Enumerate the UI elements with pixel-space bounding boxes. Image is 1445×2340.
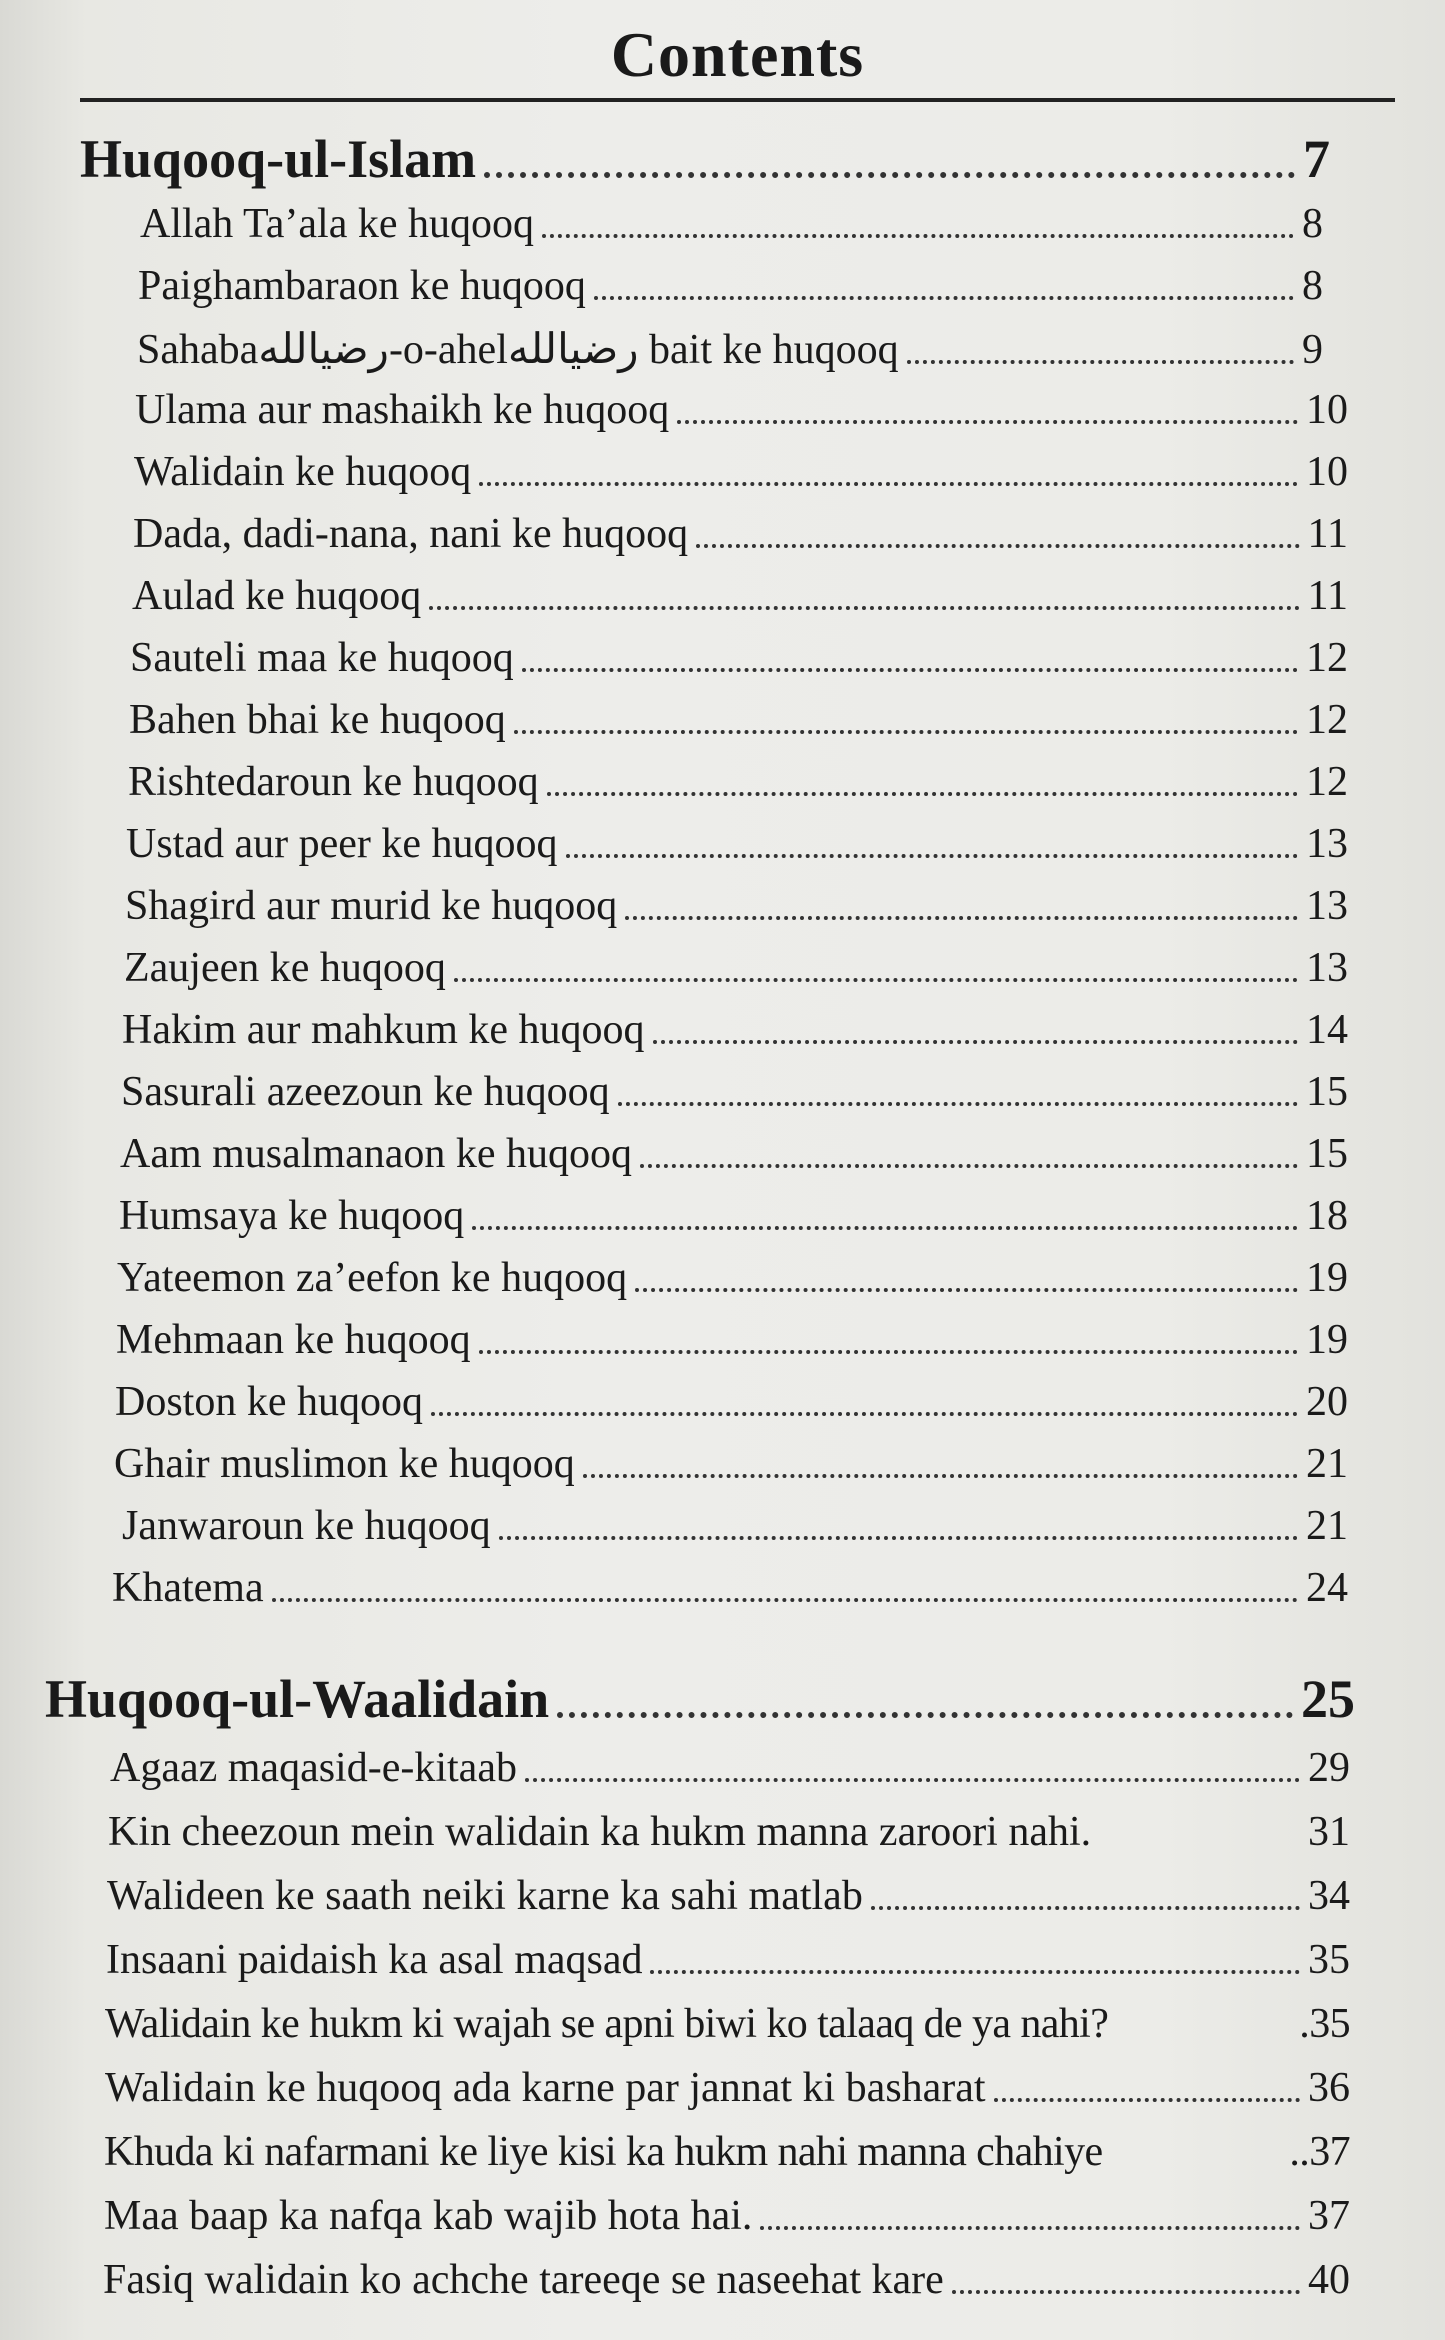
toc-entry-label: Aam musalmanaon ke huqooq bbox=[120, 1131, 633, 1177]
dot-leader bbox=[594, 296, 1294, 300]
toc-entry-page: 21 bbox=[1306, 1503, 1348, 1549]
toc-entry-label: Walidain ke hukm ki wajah se apni biwi ko talaaq de ya nahi? bbox=[105, 2001, 1109, 2047]
dot-leader bbox=[522, 668, 1298, 672]
toc-entry-page: 31 bbox=[1308, 1809, 1350, 1855]
toc-entry-page: 21 bbox=[1306, 1441, 1348, 1487]
toc-entry-page: 34 bbox=[1308, 1873, 1350, 1919]
dot-leader bbox=[952, 2290, 1300, 2294]
toc-entry-page: 12 bbox=[1306, 759, 1348, 805]
toc-entry-page: 11 bbox=[1307, 573, 1348, 619]
toc-entry bbox=[129, 696, 1348, 744]
dot-leader bbox=[557, 1712, 1293, 1718]
toc-entry bbox=[134, 448, 1348, 496]
section-heading bbox=[80, 128, 1330, 190]
toc-entry bbox=[120, 1130, 1348, 1178]
section-title: Huqooq-ul-Islam bbox=[80, 129, 477, 189]
toc-entry bbox=[104, 2128, 1350, 2176]
toc-entry-page: 20 bbox=[1306, 1379, 1348, 1425]
toc-entry bbox=[122, 1006, 1348, 1054]
toc-entry-label: Mehmaan ke huqooq bbox=[116, 1317, 471, 1363]
toc-entry-page: 29 bbox=[1308, 1745, 1350, 1791]
toc-entry-label: Doston ke huqooq bbox=[115, 1379, 423, 1425]
toc-entry bbox=[119, 1192, 1348, 1240]
toc-entry-page: 9 bbox=[1302, 327, 1323, 373]
toc-entry-page: 15 bbox=[1306, 1131, 1348, 1177]
dot-leader bbox=[907, 360, 1294, 364]
toc-entry bbox=[105, 2000, 1350, 2048]
toc-entry bbox=[126, 820, 1348, 868]
dot-leader bbox=[653, 1040, 1298, 1044]
toc-entry-label: Khatema bbox=[112, 1565, 264, 1611]
toc-entry-page: 24 bbox=[1306, 1565, 1348, 1611]
toc-entry-page: 12 bbox=[1306, 697, 1348, 743]
toc-entry bbox=[110, 1744, 1350, 1792]
dot-leader bbox=[583, 1474, 1298, 1478]
dot-leader bbox=[454, 978, 1298, 982]
toc-entry-page: 19 bbox=[1306, 1317, 1348, 1363]
dot-leader bbox=[272, 1598, 1298, 1602]
toc-entry-label: Kin cheezoun mein walidain ka hukm manna zaroori nahi. bbox=[108, 1809, 1092, 1855]
toc-entry-label: Dada, dadi-nana, nani ke huqooq bbox=[133, 511, 689, 557]
section-page-number: 25 bbox=[1301, 1669, 1355, 1729]
dot-leader bbox=[625, 916, 1298, 920]
toc-entry bbox=[106, 1936, 1350, 1984]
toc-entry-page: 8 bbox=[1302, 263, 1323, 309]
dot-leader bbox=[994, 2098, 1300, 2102]
dot-leader bbox=[635, 1288, 1298, 1292]
toc-entry-page: 19 bbox=[1306, 1255, 1348, 1301]
toc-entry bbox=[135, 386, 1348, 434]
toc-entry-label: Hakim aur mahkum ke huqooq bbox=[122, 1007, 645, 1053]
toc-entry bbox=[105, 2064, 1350, 2112]
toc-entry-label: Ustad aur peer ke huqooq bbox=[126, 821, 558, 867]
dot-leader bbox=[696, 544, 1299, 548]
toc-entry bbox=[108, 1808, 1350, 1856]
toc-entry-page: 13 bbox=[1306, 821, 1348, 867]
toc-entry-label: Insaani paidaish ka asal maqsad bbox=[106, 1937, 643, 1983]
dot-leader bbox=[479, 1350, 1298, 1354]
dot-leader bbox=[514, 730, 1298, 734]
toc-entry bbox=[117, 1254, 1348, 1302]
toc-entry-label: Humsaya ke huqooq bbox=[119, 1193, 465, 1239]
toc-entry-page: 14 bbox=[1306, 1007, 1348, 1053]
toc-entry bbox=[132, 572, 1348, 620]
dot-leader bbox=[618, 1102, 1298, 1106]
toc-entry-label: Agaaz maqasid-e-kitaab bbox=[110, 1745, 517, 1791]
toc-entry-page: 10 bbox=[1306, 449, 1348, 495]
dot-leader bbox=[677, 420, 1298, 424]
toc-entry bbox=[140, 200, 1323, 248]
toc-entry-label: Allah Ta’ala ke huqooq bbox=[140, 201, 534, 247]
toc-entry bbox=[104, 2192, 1350, 2240]
toc-entry-page: 18 bbox=[1306, 1193, 1348, 1239]
toc-entry-label: Sauteli maa ke huqooq bbox=[130, 635, 514, 681]
toc-entry-label: Zaujeen ke huqooq bbox=[124, 945, 446, 991]
toc-entry bbox=[137, 324, 1323, 374]
toc-entry-label: Walidain ke huqooq bbox=[134, 449, 472, 495]
toc-entry-page: 13 bbox=[1306, 945, 1348, 991]
title-divider bbox=[80, 98, 1395, 102]
toc-entry-label: Janwaroun ke huqooq bbox=[122, 1503, 491, 1549]
toc-entry-label: Ghair muslimon ke huqooq bbox=[114, 1441, 575, 1487]
toc-entry-label: Bahen bhai ke huqooq bbox=[129, 697, 506, 743]
dot-leader bbox=[566, 854, 1298, 858]
toc-entry bbox=[103, 2256, 1350, 2304]
toc-entry-label: Maa baap ka nafqa kab wajib hota hai. bbox=[104, 2193, 753, 2239]
dot-leader bbox=[650, 1970, 1300, 1974]
section-page-number: 7 bbox=[1303, 129, 1330, 189]
toc-entry-label: Khuda ki nafarmani ke liye kisi ka hukm nahi manna chahiye bbox=[104, 2129, 1103, 2175]
dot-leader bbox=[525, 1778, 1300, 1782]
toc-entry bbox=[116, 1316, 1348, 1364]
toc-entry-label: Aulad ke huqooq bbox=[132, 573, 422, 619]
toc-entry-page: .35 bbox=[1299, 2001, 1350, 2047]
toc-entry-label: Sasurali azeezoun ke huqooq bbox=[121, 1069, 610, 1115]
toc-entry-page: 40 bbox=[1308, 2257, 1350, 2303]
toc-entry bbox=[125, 882, 1348, 930]
toc-entry-page: 13 bbox=[1306, 883, 1348, 929]
toc-entry-label: Sahabaرضيالله-o-ahelرضيالله bait ke huqooq bbox=[137, 327, 899, 373]
toc-entry-page: 37 bbox=[1308, 2193, 1350, 2239]
toc-entry-page: 15 bbox=[1306, 1069, 1348, 1115]
toc-entry-page: 12 bbox=[1306, 635, 1348, 681]
toc-entry-label: Fasiq walidain ko achche tareeqe se naseehat kare bbox=[103, 2257, 944, 2303]
dot-leader bbox=[542, 234, 1294, 238]
toc-entry-label: Yateemon za’eefon ke huqooq bbox=[117, 1255, 628, 1301]
dot-leader bbox=[429, 606, 1299, 610]
dot-leader bbox=[484, 172, 1295, 178]
toc-entry-page: 36 bbox=[1308, 2065, 1350, 2111]
toc-entry bbox=[124, 944, 1348, 992]
section-title: Huqooq-ul-Waalidain bbox=[45, 1669, 550, 1729]
toc-entry-label: Walideen ke saath neiki karne ka sahi matlab bbox=[107, 1873, 863, 1919]
toc-entry-page: ..37 bbox=[1289, 2129, 1350, 2175]
toc-entry-label: Walidain ke huqooq ada karne par jannat ki basharat bbox=[105, 2065, 986, 2111]
toc-entry bbox=[107, 1872, 1350, 1920]
toc-entry-page: 35 bbox=[1308, 1937, 1350, 1983]
toc-entry bbox=[133, 510, 1348, 558]
toc-entry-page: 11 bbox=[1307, 511, 1348, 557]
dot-leader bbox=[499, 1536, 1298, 1540]
toc-entry-label: Rishtedaroun ke huqooq bbox=[128, 759, 539, 805]
dot-leader bbox=[760, 2226, 1300, 2230]
toc-entry-page: 8 bbox=[1302, 201, 1323, 247]
section-heading bbox=[45, 1668, 1355, 1730]
toc-entry bbox=[112, 1564, 1348, 1612]
dot-leader bbox=[479, 482, 1298, 486]
dot-leader bbox=[472, 1226, 1298, 1230]
toc-entry bbox=[122, 1502, 1348, 1550]
toc-entry bbox=[130, 634, 1348, 682]
toc-entry-label: Ulama aur mashaikh ke huqooq bbox=[135, 387, 670, 433]
toc-entry bbox=[121, 1068, 1348, 1116]
page-title: Contents bbox=[610, 19, 865, 90]
toc-entry-label: Paighambaraon ke huqooq bbox=[138, 263, 586, 309]
toc-entry-label: Shagird aur murid ke huqooq bbox=[125, 883, 618, 929]
dot-leader bbox=[431, 1412, 1298, 1416]
toc-entry-page: 10 bbox=[1306, 387, 1348, 433]
toc-entry bbox=[115, 1378, 1348, 1426]
dot-leader bbox=[871, 1906, 1300, 1910]
toc-entry bbox=[114, 1440, 1348, 1488]
toc-entry bbox=[138, 262, 1323, 310]
dot-leader bbox=[640, 1164, 1298, 1168]
dot-leader bbox=[547, 792, 1298, 796]
toc-entry bbox=[128, 758, 1348, 806]
